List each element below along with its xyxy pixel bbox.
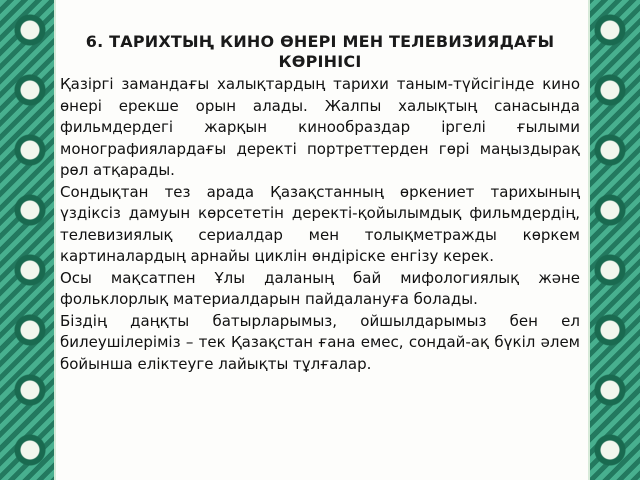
slide-title: 6. ТАРИХТЫҢ КИНО ӨНЕРІ МЕН ТЕЛЕВИЗИЯДАҒЫ КӨРІНІСІ: [85, 32, 555, 71]
paragraph-4: Біздің даңқты батырларымыз, ойшылдарымыз бен ел билеушілеріміз – тек Қазақстан ғана емес, сондай-ақ бүкіл әлем бойынша еліктеуге лайықты тұлғалар.: [60, 311, 580, 373]
slide-content: [60, 32, 580, 375]
right-ornament-border: [580, 0, 640, 480]
paragraph-2: Сондықтан тез арада Қазақстанның өркениет тарихының үздіксіз дамуын көрсететін деректі-қойылымдық фильмдердің, телевизиялық сериалдар мен толықметражды көркем картиналардың арнайы циклін өндіріске енгізу керек.: [60, 182, 580, 265]
left-ornament-border: [0, 0, 60, 480]
paragraph-3: Осы мақсатпен Ұлы даланың бай мифологиялық және фольклорлық материалдарын пайдалануға болады.: [60, 268, 580, 308]
paragraph-1: Қазіргі замандағы халықтардың тарихи таным-түйсігінде кино өнері ерекше орын алады. Жалпы халықтың санасында фильмдердегі жарқын кинообраздар іргелі ғылыми монографиялардағы деректі портреттерден гөрі маңыздырақ рөл атқарады.: [60, 75, 580, 179]
